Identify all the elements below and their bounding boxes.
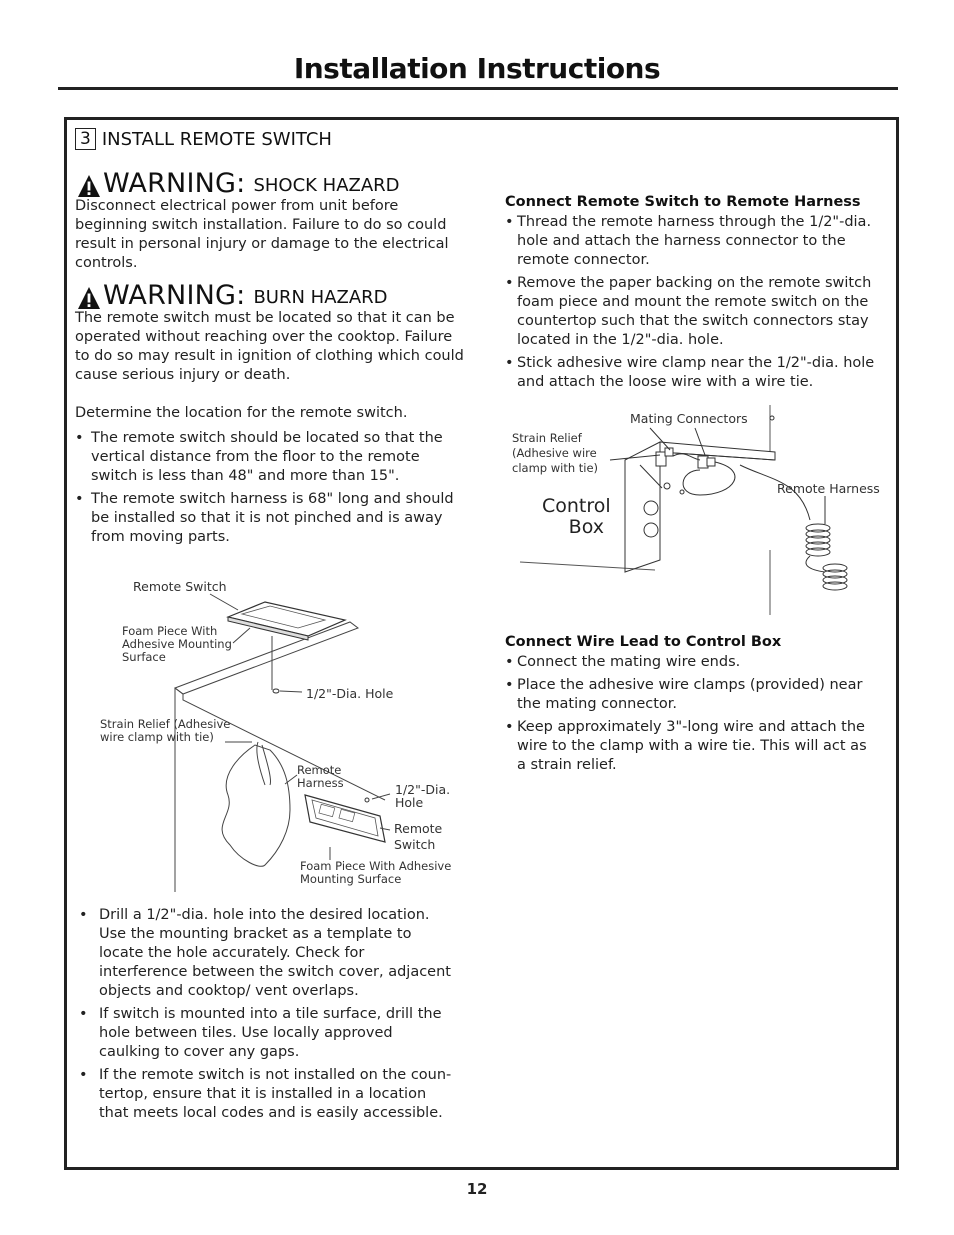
bullet-text: Thread the remote harness through the 1/2"-dia. hole and attach the harness connector to the remote connector. xyxy=(517,214,872,268)
bullet: • xyxy=(505,214,514,230)
bullet: • xyxy=(75,430,84,446)
bullet: • xyxy=(79,1067,88,1083)
bullet: • xyxy=(505,719,514,735)
drilling-bullets xyxy=(79,906,454,1127)
warning-kind: BURN HAZARD xyxy=(253,287,388,308)
list-item xyxy=(79,1066,454,1123)
bullet-text: Place the adhesive wire clamps (provided) near the mating connector. xyxy=(517,677,863,712)
page-title: Installation Instructions xyxy=(293,52,661,85)
bullet-text: If switch is mounted into a tile surface, drill the hole between tiles. Use locally approved caulking to cover any gaps. xyxy=(99,1006,442,1060)
list-item xyxy=(75,490,460,547)
list-item xyxy=(505,354,875,392)
fig1-foam-piece-label: Foam Piece With Adhesive Mounting Surface xyxy=(122,624,232,664)
fig1-foam-piece-side-label: Foam Piece With Adhesive Mounting Surface xyxy=(300,859,452,886)
bullet: • xyxy=(505,677,514,693)
bullet-text: The remote switch should be located so that the vertical distance from the floor to the remote switch is less than 48" and more than 15". xyxy=(91,430,443,484)
location-bullets xyxy=(75,429,460,551)
list-item xyxy=(505,676,875,714)
bullet-text: The remote switch harness is 68" long and should be installed so that it is not pinched and is away from moving parts. xyxy=(91,491,454,545)
bullet: • xyxy=(79,907,88,923)
bullet-text: Stick adhesive wire clamp near the 1/2"-dia. hole and attach the loose wire with a wire tie. xyxy=(517,355,875,390)
warning-burn-text: The remote switch must be located so that it can be operated without reaching over the cooktop. Failure to do so may result in ignition of clothing which could cause serious injury or death. xyxy=(75,310,464,383)
fig2-mating-connectors-label: Mating Connectors xyxy=(630,411,748,426)
warning-shock-heading xyxy=(77,170,400,198)
fig1-hole-side-label: 1/2"-Dia. Hole xyxy=(395,782,451,810)
fig1-strain-relief-label: Strain Relief (Adhesive wire clamp with tie) xyxy=(100,717,231,744)
list-item xyxy=(505,718,875,775)
remote-harness-heading: Connect Remote Switch to Remote Harness xyxy=(505,194,861,210)
bullet: • xyxy=(79,1006,88,1022)
warning-word: WARNING: xyxy=(103,280,246,311)
warning-kind: SHOCK HAZARD xyxy=(253,175,400,196)
list-item xyxy=(79,906,454,1001)
fig2-control-box-label: Control Box xyxy=(542,495,611,538)
fig1-hole-label: 1/2"-Dia. Hole xyxy=(306,686,394,701)
list-item xyxy=(505,213,875,270)
title-rule xyxy=(58,87,898,90)
warning-burn-heading xyxy=(77,282,388,310)
bullet: • xyxy=(75,491,84,507)
remote-harness-bullets xyxy=(505,213,875,396)
bullet-text: Remove the paper backing on the remote switch foam piece and mount the remote switch on the countertop such that the switch connectors stay located in the 1/2"-dia. hole. xyxy=(517,275,872,348)
bullet-text: Keep approximately 3"-long wire and attach the wire to the clamp with a wire tie. This will act as a strain relief. xyxy=(517,719,867,773)
warning-triangle-icon xyxy=(77,174,101,198)
fig1-remote-harness-label: Remote Harness xyxy=(297,763,344,790)
list-item xyxy=(505,274,875,350)
warning-triangle-icon xyxy=(77,286,101,310)
list-item xyxy=(79,1005,454,1062)
warning-word: WARNING: xyxy=(103,168,246,199)
bullet-text: Connect the mating wire ends. xyxy=(517,654,741,670)
bullet: • xyxy=(505,654,514,670)
wire-lead-bullets xyxy=(505,653,875,779)
bullet: • xyxy=(505,275,514,291)
fig2-strain-relief-label: Strain Relief (Adhesive wire clamp with tie) xyxy=(512,431,599,475)
section-title: INSTALL REMOTE SWITCH xyxy=(101,128,332,150)
bullet-text: If the remote switch is not installed on the coun-tertop, ensure that it is installed in a location that meets local codes and is easily accessible. xyxy=(99,1067,452,1121)
bullet-text: Drill a 1/2"-dia. hole into the desired location. Use the mounting bracket as a template to locate the hole accurately. Check for interference between the switch cover, adjacent objects and cooktop/ vent overlaps. xyxy=(99,907,451,999)
section-heading xyxy=(75,128,332,150)
fig1-remote-switch-label: Remote Switch xyxy=(133,579,227,594)
fig2-remote-harness-label: Remote Harness xyxy=(777,481,880,496)
warning-shock-text: Disconnect electrical power from unit before beginning switch installation. Failure to do so could result in personal injury or damage to the electrical controls. xyxy=(75,198,449,271)
intro-text: Determine the location for the remote switch. xyxy=(75,405,408,421)
list-item xyxy=(75,429,460,486)
wire-lead-heading: Connect Wire Lead to Control Box xyxy=(505,634,782,650)
section-number: 3 xyxy=(75,128,96,150)
bullet: • xyxy=(505,355,514,371)
page-number: 12 xyxy=(466,1180,488,1198)
fig1-remote-switch-side-label: Remote Switch xyxy=(394,821,443,852)
list-item xyxy=(505,653,875,672)
